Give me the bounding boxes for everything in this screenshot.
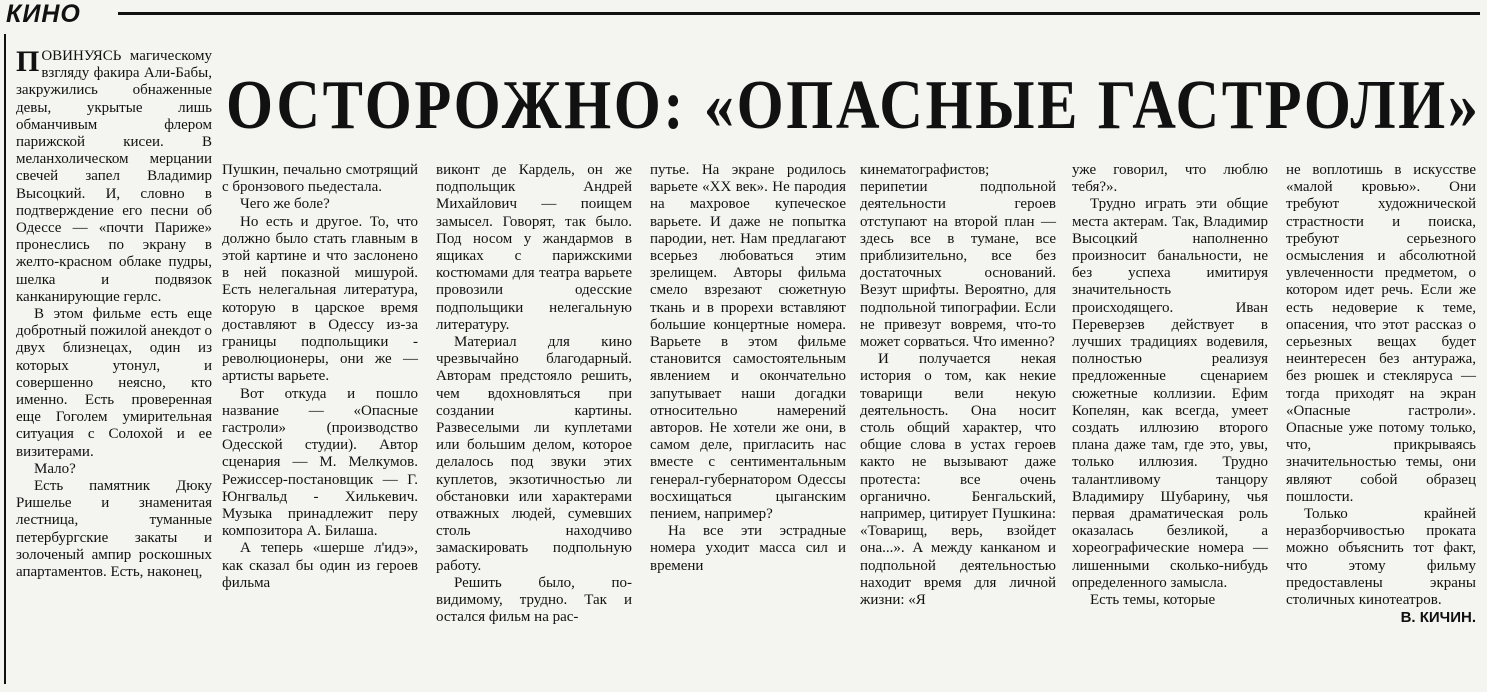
paragraph: Вот откуда и пошло название — «Опасные гастроли» (производство Одесской студии). Автор сценария — М. Мелкумов. Режиссер-постановщик — Г. Юнгвальд - Хилькевич. Музыка принадлежит перу композитора А. Билаша. [222, 385, 418, 540]
text-column-3 [650, 162, 846, 575]
author-signature: В. КИЧИН. [1400, 609, 1476, 627]
paragraph: Решить было, по-видимому, трудно. Так и остался фильм на рас- [436, 574, 632, 626]
drop-cap: П [16, 45, 40, 78]
paragraph: На все эти эстрадные номера уходит масса сил и времени [650, 523, 846, 574]
left-rule [4, 34, 6, 684]
paragraph: Чего же боле? [240, 196, 330, 213]
paragraph: уже говорил, что люблю тебя?». [1072, 162, 1268, 196]
paragraph: Трудно играть эти общие места актерам. Так, Владимир Высоцкий наполненно произносит банальности, не без успеха имитируя значительность происходящего. Иван Переверзев действует в лучших традициях водевиля, полностью реализуя предложенные сценарием сюжетные коллизии. Ефим Копелян, как всегда, умеет создать иллюзию второго плана даже там, где это, увы, только иллюзия. Трудно талантливому танцору Владимиру Шубарину, чья первая драматическая роль оказалась безликой, а хореографические номера — лишенными сколько-нибудь определенного замысла. [1072, 196, 1268, 591]
paragraph: Есть памятник Дюку Ришелье и знаменитая лестница, туманные петербургские закаты и золоченый ампир роскошных апартаментов. Есть, наконец, [16, 478, 212, 581]
paragraph: А теперь «шерше л'идэ», как сказал бы один из героев фильма [222, 540, 418, 591]
section-rubric: КИНО [6, 0, 81, 28]
paragraph: путье. На экране родилось варьете «XX век». Не пародия на махровое купеческое варьете. И даже не попытка пародии, нет. Нам предлагают всерьез любоваться этим зрелищем. Авторы фильма смело взрезают сюжетную ткань и в прорехи вставляют большие концертные номера. Варьете в этом фильме становится самостоятельным явлением и окончательно запутывает наши догадки относительно намерений авторов. Не хотели же они, в самом деле, пригласить нас вместе с сентиментальным генерал-губернатором Одессы восхищаться цыганским пением, например? [650, 162, 846, 523]
paragraph: В этом фильме есть еще добротный пожилой анекдот о двух близнецах, один из которых утонул, и совершенно неясно, кто именно. Есть проверенная еще Гоголем умирительная ситуация с Солохой и ее визитерами. [16, 306, 212, 460]
lead-paragraph [16, 45, 212, 306]
text-column-4 [860, 162, 1056, 609]
paragraph: Есть темы, которые [1090, 592, 1216, 609]
paragraph: не воплотишь в искусстве «малой кровью». Они требуют художнической страстности и поиска, требуют серьезного осмысления и абсолютной увлеченности предметом, о котором идет речь. Если же есть недоверие к теме, опасения, что этот рассказ о серьезных вещах будет неинтересен без антуража, без рюшек и стекляруса — тогда приходят на экран «Опасные гастроли». Опасные уже потому только, что, прикрываясь значительностью темы, они являют собой образец пошлости. [1286, 162, 1476, 505]
top-rule [118, 12, 1480, 15]
paragraph: Мало? [34, 460, 76, 477]
paragraph: Материал для кино чрезвычайно благодарный. Авторам предстояло решить, чем вдохновляться при создании картины. Развеселыми ли куплетами или большим делом, которое делалось под звуки этих куплетов, экзотичностью ли обстановки или характерами отважных людей, сумевших столь находчиво замаскировать подпольную работу. [436, 334, 632, 574]
paragraph: Но есть и другое. То, что должно было стать главным в этой картине и что заслонено в ней показной мишурой. Есть нелегальная литература, которую в царское время доставляют в Одессу из-за границы подпольщики - революционеры, они же — артисты варьете. [222, 213, 418, 385]
lead-column [16, 45, 212, 581]
text-column-2 [436, 162, 632, 626]
article-headline: ОСТОРОЖНО: «ОПАСНЫЕ ГАСТРОЛИ» [226, 67, 1481, 144]
paragraph: кинематографистов; перипетии подпольной деятельности героев отступают на второй план — здесь все в тумане, все приблизительно, все без достаточных оснований. Везут шрифты. Вероятно, для подпольной типографии. Если не привезут вовремя, что-то может сорваться. Что именно? [860, 162, 1056, 351]
lead-text: ОВИНУЯСЬ магическому взгляду факира Али-Бабы, закружились обнаженные девы, укрытые лишь обманчивым флером парижской кисеи. В меланхолическом мерцании свечей запел Владимир Высоцкий. И, словно в подтверждение его песни об Одессе — «почти Париже» пронеслись по экрану в желто-красном облаке пудры, шелка и подвязок канканирующие герлс. [16, 48, 212, 305]
paragraph: Только крайней неразборчивостью проката можно объяснить тот факт, что этому фильму предоставлены экраны столичных кинотеатров. [1286, 506, 1476, 609]
paragraph: виконт де Кардель, он же подпольщик Андрей Михайлович — поищем замысел. Говорят, так было. Под носом у жандармов в ящиках с парижскими костюмами для театра варьете провозили одесские подпольщики нелегальную литературу. [436, 162, 632, 333]
text-column-1 [222, 162, 418, 592]
paragraph: Пушкин, печально смотрящий с бронзового пьедестала. [222, 162, 418, 196]
paragraph: И получается некая история о том, как некие товарищи вели некую деятельность. Она носит столь общий характер, что общие слова в устах героев както не вызывают даже протеста: все очень органично. Бенгальский, например, цитирует Пушкина: «Товарищ, верь, взойдет она...». А между канканом и подпольной деятельностью находит время для личной жизни: «Я [860, 351, 1056, 609]
text-column-6 [1286, 162, 1476, 626]
text-column-5 [1072, 162, 1268, 609]
